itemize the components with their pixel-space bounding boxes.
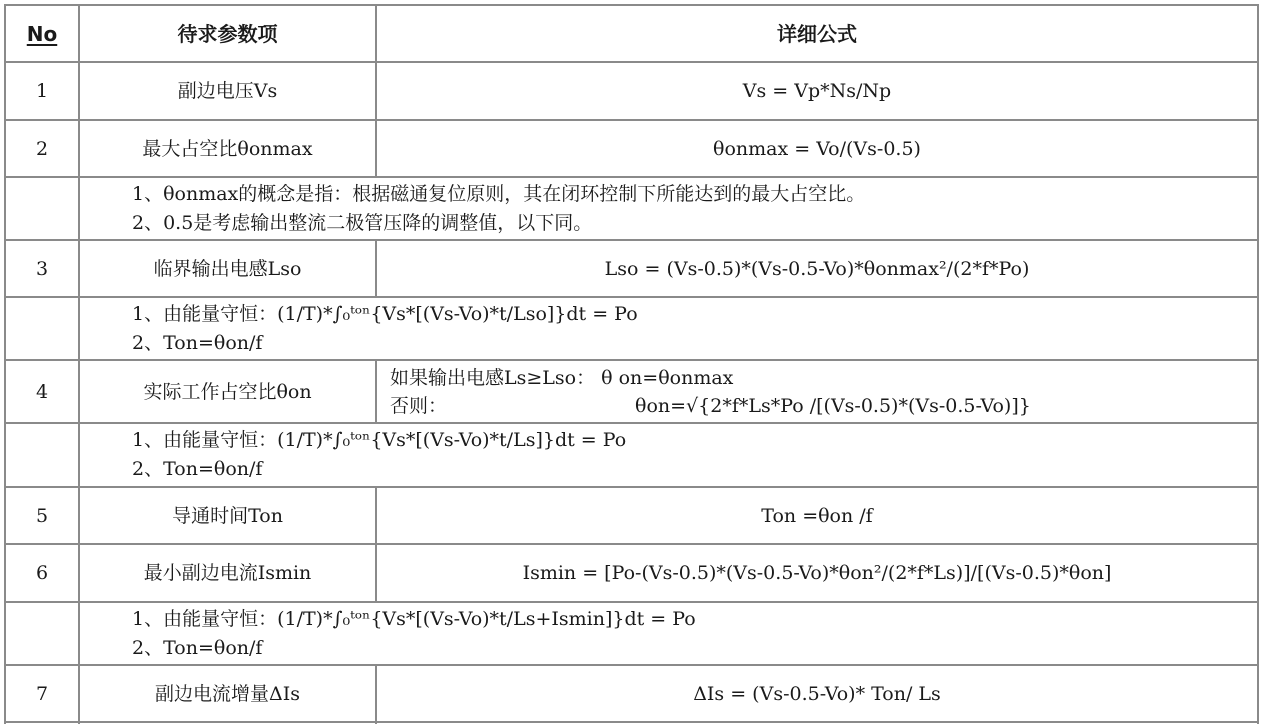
note-cell <box>132 603 1252 664</box>
row-no: 3 <box>35 257 49 280</box>
note-cell <box>132 178 1252 239</box>
row-param: 实际工作占空比θon <box>143 380 312 403</box>
note-line: 2、Ton=θon/f <box>132 636 263 659</box>
row-formula: θonmax = Vo/(Vs-0.5) <box>713 137 921 160</box>
note-line: 1、由能量守恒：(1/T)*∫₀ᵗᵒⁿ{Vs*[(Vs-Vo)*t/Ls]}dt = Po <box>132 429 627 451</box>
row-param: 副边电压Vs <box>177 80 278 102</box>
row-formula: Ismin = [Po-(Vs-0.5)*(Vs-0.5-Vo)*θon²/(2*f*Ls)]/[(Vs-0.5)*θon] <box>522 562 1112 584</box>
condition-line: 如果输出电感Ls≥Lso： θ on=θonmax <box>390 366 734 389</box>
header-param: 待求参数项 <box>177 21 278 46</box>
note-line: 2、Ton=θon/f <box>132 331 263 354</box>
row-no: 5 <box>35 504 49 527</box>
condition-line <box>390 392 1031 420</box>
row-param: 临界输出电感Lso <box>153 257 302 280</box>
row-no: 1 <box>35 80 49 102</box>
row-formula-conditional <box>390 361 1250 422</box>
table-right-border <box>1257 4 1259 724</box>
column-divider <box>375 359 377 424</box>
row-param: 副边电流增量ΔIs <box>155 682 300 705</box>
row-formula: Ton =θon /f <box>761 504 873 527</box>
note-line: 2、0.5是考虑输出整流二极管压降的调整值，以下同。 <box>132 211 593 234</box>
note-cell <box>132 424 1252 486</box>
row-formula: Lso = (Vs-0.5)*(Vs-0.5-Vo)*θonmax²/(2*f*Po) <box>604 257 1030 280</box>
row-param: 最小副边电流Ismin <box>143 562 312 584</box>
condition-label: 否则： <box>390 394 448 417</box>
row-no: 4 <box>35 380 49 403</box>
note-line: 1、由能量守恒：(1/T)*∫₀ᵗᵒⁿ{Vs*[(Vs-Vo)*t/Lso]}dt = Po <box>132 302 638 325</box>
note-cell <box>132 298 1252 359</box>
row-formula: Vs = Vp*Ns/Np <box>742 80 892 102</box>
header-no <box>6 6 78 61</box>
header-formula: 详细公式 <box>777 21 857 46</box>
row-formula: ΔIs = (Vs-0.5-Vo)* Ton/ Ls <box>693 682 941 705</box>
note-line: 1、由能量守恒：(1/T)*∫₀ᵗᵒⁿ{Vs*[(Vs-Vo)*t/Ls+Ismin]}dt = Po <box>132 607 696 630</box>
row-no: 2 <box>35 137 49 160</box>
row-border <box>4 721 1259 723</box>
row-no: 6 <box>35 562 49 584</box>
row-no: 7 <box>35 682 49 705</box>
header-no-label: No <box>26 21 58 46</box>
note-line: 2、Ton=θon/f <box>132 458 263 480</box>
condition-formula: θon=√{2*f*Ls*Po /[(Vs-0.5)*(Vs-0.5-Vo)]} <box>635 394 1031 417</box>
note-line: 1、θonmax的概念是指：根据磁通复位原则，其在闭环控制下所能达到的最大占空比。 <box>132 182 866 205</box>
row-param: 导通时间Ton <box>172 504 283 527</box>
row-param: 最大占空比θonmax <box>142 137 313 160</box>
